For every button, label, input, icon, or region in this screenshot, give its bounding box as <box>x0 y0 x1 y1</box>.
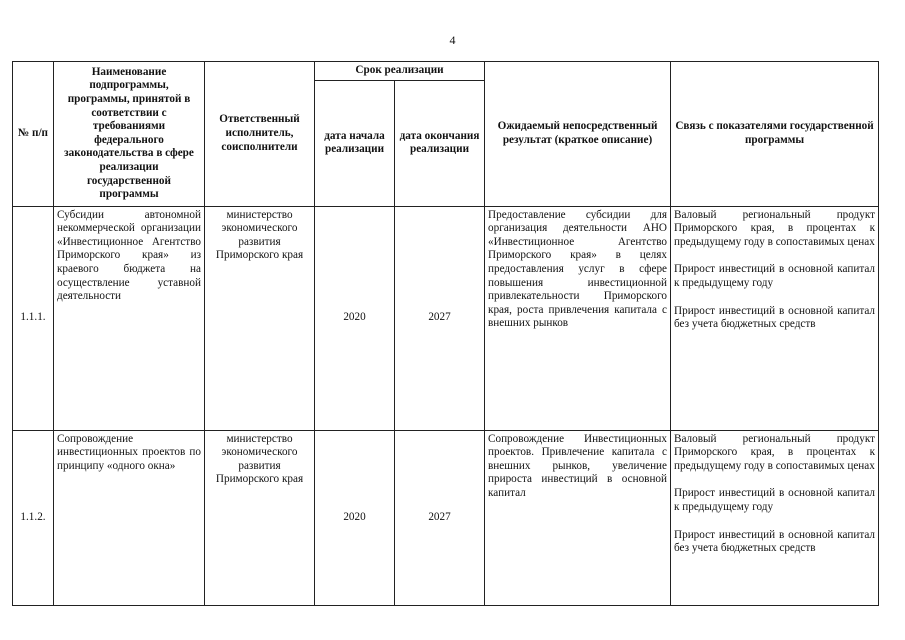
link-spacer <box>674 291 875 305</box>
link-spacer <box>674 473 875 487</box>
header-end: дата окончания реализации <box>395 80 485 206</box>
header-start: дата начала реализации <box>315 80 395 206</box>
row-result: Предоставление субсидии для организация деятельности АНО «Инвестиционное Агентство Приморского края» в целях предоставления услуг в сфере повышения инвестиционной привлекательности Приморского края, роста привлечения капитала с внешних рынков <box>485 206 671 430</box>
header-row <box>13 62 879 81</box>
row-name: Сопровождение инвестиционных проектов по принципу «одного окна» <box>54 430 205 605</box>
link-item: Прирост инвестиций в основной капитал к предыдущему году <box>674 263 876 289</box>
link-spacer <box>674 515 875 529</box>
row-start: 2020 <box>315 430 395 605</box>
page-number: 4 <box>449 33 456 47</box>
header-num: № п/п <box>13 62 54 207</box>
header-term-group: Срок реализации <box>315 62 485 81</box>
row-name: Субсидии автономной некоммерческой организации «Инвестиционное Агентство Приморского края» из краевого бюджета на осуществление уставной деятельности <box>54 206 205 430</box>
link-item: Прирост инвестиций в основной капитал без учета бюджетных средств <box>674 304 876 331</box>
link-spacer <box>674 249 875 263</box>
row-result: Сопровождение Инвестиционных проектов. Привлечение капитала с внешних рынков, увеличение прироста инвестиций в основной капитал <box>485 430 671 605</box>
header-result: Ожидаемый непосредственный результат (краткое описание) <box>485 62 671 207</box>
header-link: Связь с показателями государственной программы <box>671 62 879 207</box>
program-table <box>12 61 879 606</box>
link-item: Прирост инвестиций в основной капитал к предыдущему году <box>674 487 876 513</box>
link-item: Валовый региональный продукт Приморского края, в процентах к предыдущему году в сопоставимых ценах <box>674 432 876 472</box>
row-num: 1.1.2. <box>13 430 54 605</box>
table-row <box>13 430 879 605</box>
link-item: Прирост инвестиций в основной капитал без учета бюджетных средств <box>674 528 876 555</box>
header-name: Наименование подпрограммы, программы, принятой в соответствии с требованиями федерального законодательства в сфере реализации государственной программы <box>54 62 205 207</box>
row-num: 1.1.1. <box>13 206 54 430</box>
row-links <box>671 206 879 430</box>
row-responsible: министерство экономического развития Приморского края <box>205 430 315 605</box>
row-end: 2027 <box>395 206 485 430</box>
row-end: 2027 <box>395 430 485 605</box>
link-item: Валовый региональный продукт Приморского края, в процентах к предыдущему году в сопоставимых ценах <box>674 208 876 248</box>
row-links <box>671 430 879 605</box>
table-row <box>13 206 879 430</box>
header-responsible: Ответственный исполнитель, соисполнители <box>205 62 315 207</box>
row-responsible: министерство экономического развития Приморского края <box>205 206 315 430</box>
row-start: 2020 <box>315 206 395 430</box>
